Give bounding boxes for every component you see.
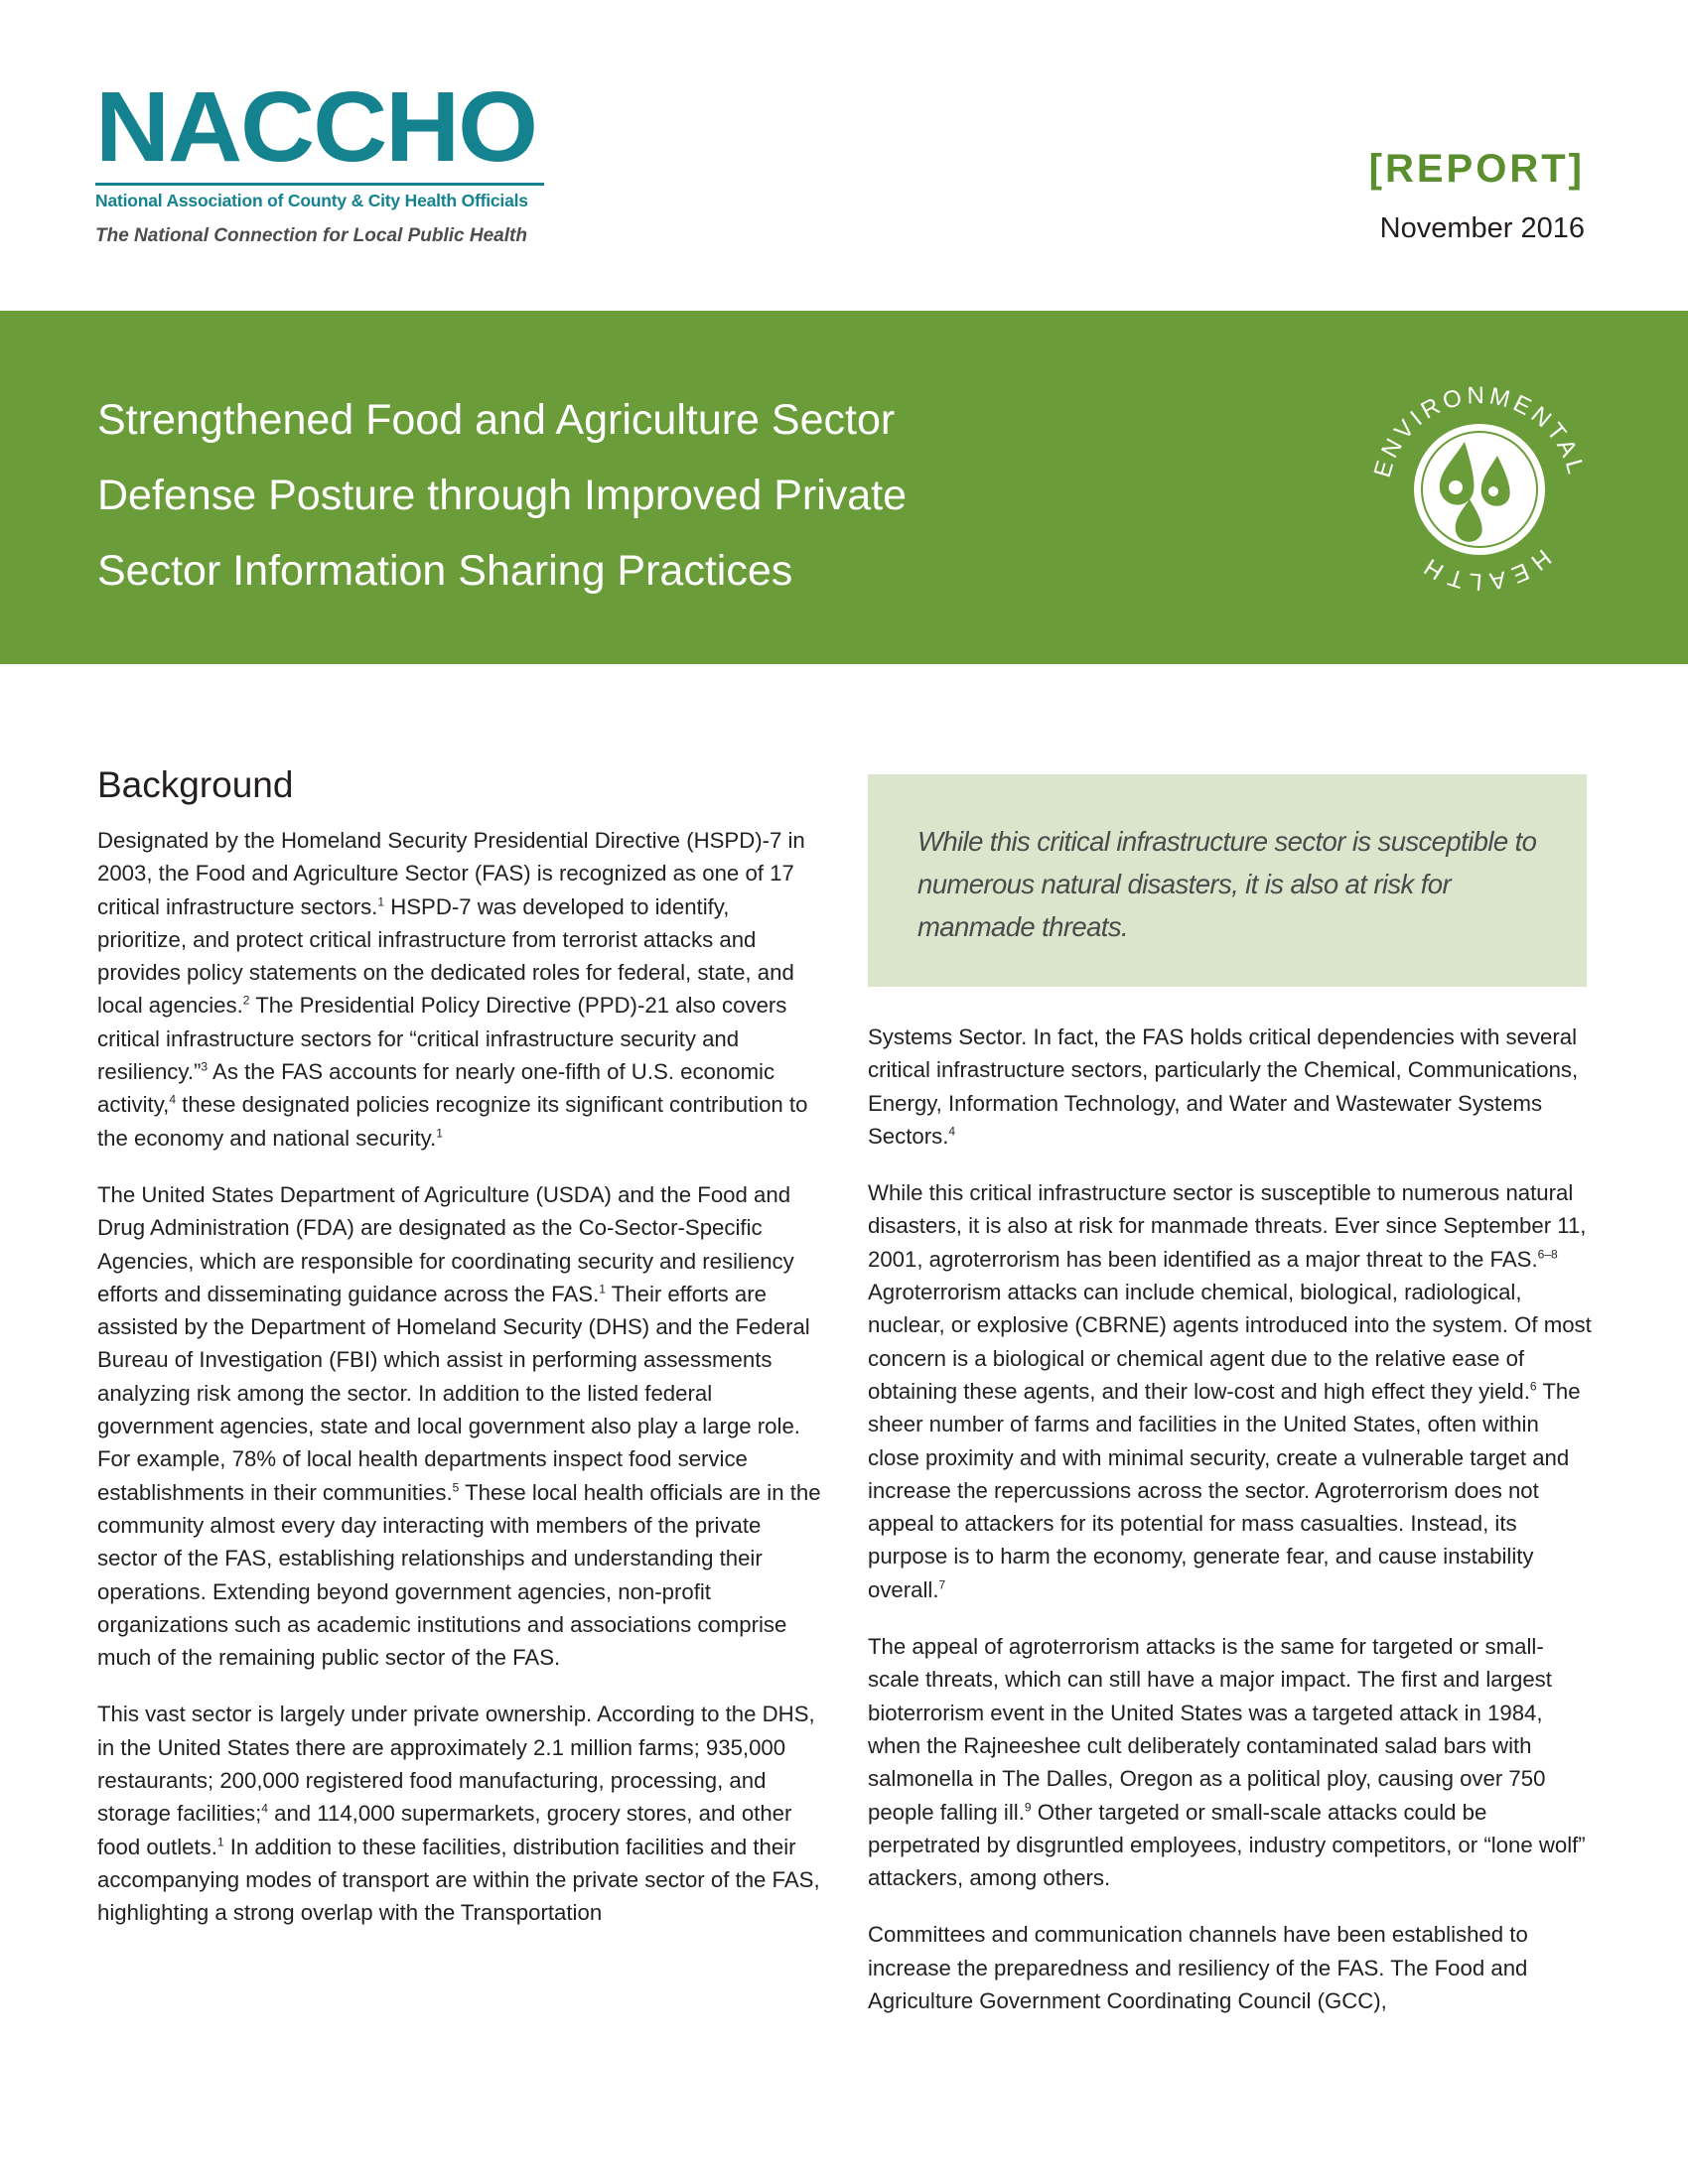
section-heading: Background (97, 764, 294, 805)
org-tagline: The National Connection for Local Public Health (95, 225, 527, 246)
paragraph: The United States Department of Agriculture (USDA) and the Food and Drug Administration (FDA) are designated as the Co-Sector-Specific Agencies, which are responsible for coordinating security and resiliency efforts and disseminating guidance across the FAS.$^1$ Their efforts are assisted by the Department of Homeland Security (DHS) and the Federal Bureau of Investigation (FBI) which assist in performing assessments analyzing risk among the sector. In addition to the listed federal government agencies, state and local government also play a large role. For example, 78% of local health departments inspect food service establishments in their communities.$^5$ These local health officials are in the community almost every day interacting with members of the private sector of the FAS, establishing relationships and understanding their operations. Extending beyond government agencies, non-profit organizations such as academic institutions and associations comprise much of the remaining public sector of the FAS. (97, 1181, 821, 1671)
logo-wordmark: NACCHO (95, 71, 536, 183)
title-banner (0, 311, 1688, 664)
report-tag: [REPORT] (1368, 147, 1585, 191)
left-column (97, 764, 822, 1954)
paragraph: Systems Sector. In fact, the FAS holds critical dependencies with several critical infrastructure sectors, particularly the Chemical, Communications, Energy, Information Technology, and Water and Wastewater Systems Sectors.$^4$ (868, 1024, 1579, 1149)
pull-quote (868, 774, 1587, 987)
pull-quote-text: While this critical infrastructure sector is susceptible to numerous natural disasters, it is also at risk for manmade threats. (917, 826, 1537, 942)
environmental-health-badge-icon (1360, 370, 1599, 609)
title-line: Strengthened Food and Agriculture Sector (97, 396, 896, 444)
org-name: National Association of County & City Health Officials (95, 183, 544, 211)
naccho-logo (95, 71, 552, 247)
badge-text-bottom: HEALTH (1414, 543, 1557, 596)
right-column (868, 1021, 1595, 2041)
badge-text-top: ENVIRONMENTAL (1368, 381, 1591, 480)
report-title (97, 382, 1209, 609)
paragraph: Designated by the Homeland Security Presidential Directive (HSPD)-7 in 2003, the Food and Agriculture Sector (FAS) is recognized as one of 17 critical infrastructure sectors.$^1$ HSPD-7 was developed to identify, prioritize, and protect critical infrastructure from terrorist attacks and provides policy statements on the dedicated roles for federal, state, and local agencies.$^2$ The Presidential Policy Directive (PPD)-21 also covers critical infrastructure sectors for “critical infrastructure security and resiliency.”$^3$ As the FAS accounts for nearly one-fifth of U.S. economic activity,$^4$ these designated policies recognize its significant contribution to the economy and national security.$^1$ (97, 828, 808, 1151)
title-line: Defense Posture through Improved Private (97, 472, 908, 519)
paragraph: Committees and communication channels have been established to increase the preparedness and resiliency of the FAS. The Food and Agriculture Government Coordinating Council (GCC), (868, 1922, 1528, 2014)
paragraph: This vast sector is largely under private ownership. According to the DHS, in the United States there are approximately 2.1 million farms; 935,000 restaurants; 200,000 registered food manufacturing, processing, and storage facilities;$^4$ and 114,000 supermarkets, grocery stores, and other food outlets.$^1$ In addition to these facilities, distribution facilities and their accompanying modes of transport are within the private sector of the FAS, highlighting a strong overlap with the Transportation (97, 1702, 820, 1926)
report-date: November 2016 (1379, 212, 1585, 244)
paragraph: While this critical infrastructure sector is susceptible to numerous natural disasters, it is also at risk for manmade threats. Ever since September 11, 2001, agroterrorism has been identified as a major threat to the FAS.$^{6-8}$ Agroterrorism attacks can include chemical, biological, radiological, nuclear, or explosive (CBRNE) agents introduced into the system. Of most concern is a biological or chemical agent due to the relative ease of obtaining these agents, and their low-cost and high effect they yield.$^6$ The sheer number of farms and facilities in the United States, often within close proximity and with minimal security, create a vulnerable target and increase the repercussions across the sector. Agroterrorism does not appeal to attackers for its potential for mass casualties. Instead, its purpose is to harm the economy, generate fear, and cause instability overall.$^7$ (868, 1180, 1592, 1602)
paragraph: The appeal of agroterrorism attacks is the same for targeted or small-scale threats, which can still have a major impact. The first and largest bioterrorism event in the United States was a targeted attack in 1984, when the Rajneeshee cult deliberately contaminated salad bars with salmonella in The Dalles, Oregon as a political ploy, causing over 750 people falling ill.$^9$ Other targeted or small-scale attacks could be perpetrated by disgruntled employees, industry competitors, or “lone wolf” attackers, among others. (868, 1634, 1586, 1891)
title-line: Sector Information Sharing Practices (97, 547, 793, 595)
